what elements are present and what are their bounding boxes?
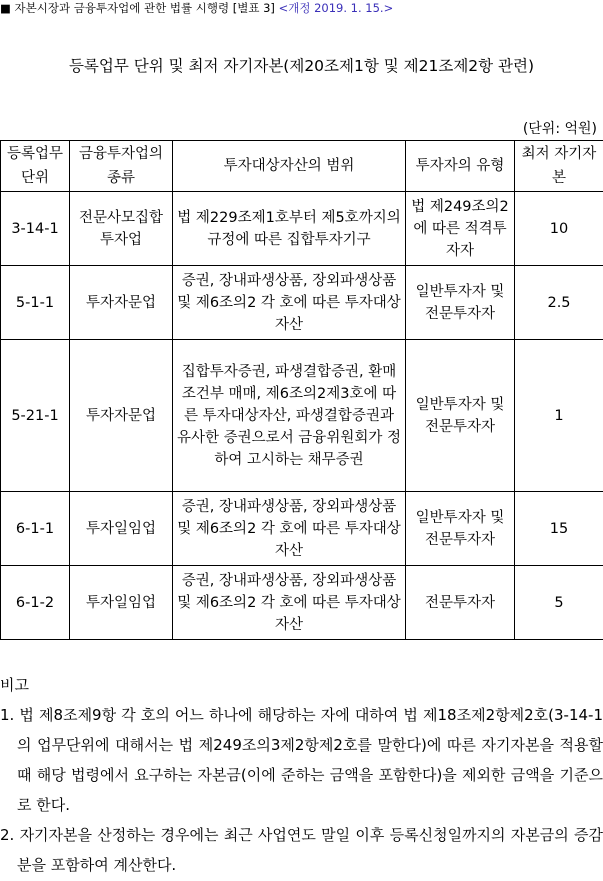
table-row: [1, 566, 603, 640]
header-unit: 등록업무 단위: [1, 141, 70, 192]
table-row: [1, 266, 603, 340]
cell-unit: 3-14-1: [1, 192, 70, 266]
cell-min-capital: 10: [515, 192, 603, 266]
note-item-2: 2. 자기자본을 산정하는 경우에는 최근 사업연도 말일 이후 등록신청일까지의 자본금의 증감분을 포함하여 계산한다.: [0, 826, 603, 874]
header-min-capital: 최저 자기자본: [515, 141, 603, 192]
registration-table: [0, 140, 603, 640]
cell-asset-scope: 법 제229조제1호부터 제5호까지의 규정에 따른 집합투자기구: [173, 192, 406, 266]
unit-label: (단위: 억원): [522, 121, 597, 137]
header-business-type: 금융투자업의 종류: [70, 141, 173, 192]
cell-business-type: 전문사모집합투자업: [70, 192, 173, 266]
cell-asset-scope: 증권, 장내파생상품, 장외파생상품 및 제6조의2 각 호에 따른 투자대상자산: [173, 492, 406, 566]
cell-asset-scope: 집합투자증권, 파생결합증권, 환매조건부 매매, 제6조의2제3호에 따른 투자대상자산, 파생결합증권과 유사한 증권으로서 금융위원회가 정하여 고시하는 채무증권: [173, 340, 406, 492]
table-header-row: [1, 141, 603, 192]
cell-business-type: 투자자문업: [70, 266, 173, 340]
cell-investor-type: 일반투자자 및 전문투자자: [406, 266, 515, 340]
cell-investor-type: 일반투자자 및 전문투자자: [406, 340, 515, 492]
cell-investor-type: 법 제249조의2에 따른 적격투자자: [406, 192, 515, 266]
notes-title: 비고: [0, 676, 29, 694]
cell-unit: 6-1-2: [1, 566, 70, 640]
header-investor-type: 투자자의 유형: [406, 141, 515, 192]
cell-min-capital: 2.5: [515, 266, 603, 340]
note-item-1: 1. 법 제8조제9항 각 호의 어느 하나에 해당하는 자에 대하여 법 제18조제2항제2호(3-14-1의 업무단위에 대해서는 법 제249조의3제2항제2호를 말한다)에 따른 자기자본을 적용할 때 해당 법령에서 요구하는 자본금(이에 준하는 금액을 포함한다)을 제외한 금액을 기준으로 한다.: [0, 706, 603, 814]
cell-unit: 6-1-1: [1, 492, 70, 566]
table-row: [1, 340, 603, 492]
amendment-date: <개정 2019. 1. 15.>: [278, 1, 394, 15]
cell-min-capital: 5: [515, 566, 603, 640]
cell-investor-type: 일반투자자 및 전문투자자: [406, 492, 515, 566]
cell-unit: 5-21-1: [1, 340, 70, 492]
cell-asset-scope: 증권, 장내파생상품, 장외파생상품 및 제6조의2 각 호에 따른 투자대상자산: [173, 566, 406, 640]
document-header: [0, 1, 603, 15]
notes-section: [0, 670, 603, 880]
document-title: 등록업무 단위 및 최저 자기자본(제20조제1항 및 제21조제2항 관련): [68, 57, 535, 75]
cell-investor-type: 전문투자자: [406, 566, 515, 640]
table-row: [1, 192, 603, 266]
cell-min-capital: 15: [515, 492, 603, 566]
cell-business-type: 투자일임업: [70, 492, 173, 566]
cell-business-type: 투자자문업: [70, 340, 173, 492]
cell-asset-scope: 증권, 장내파생상품, 장외파생상품 및 제6조의2 각 호에 따른 투자대상자산: [173, 266, 406, 340]
header-asset-scope: 투자대상자산의 범위: [173, 141, 406, 192]
cell-min-capital: 1: [515, 340, 603, 492]
law-reference: ■ 자본시장과 금융투자업에 관한 법률 시행령 [별표 3]: [0, 1, 275, 15]
cell-business-type: 투자일임업: [70, 566, 173, 640]
table-row: [1, 492, 603, 566]
cell-unit: 5-1-1: [1, 266, 70, 340]
